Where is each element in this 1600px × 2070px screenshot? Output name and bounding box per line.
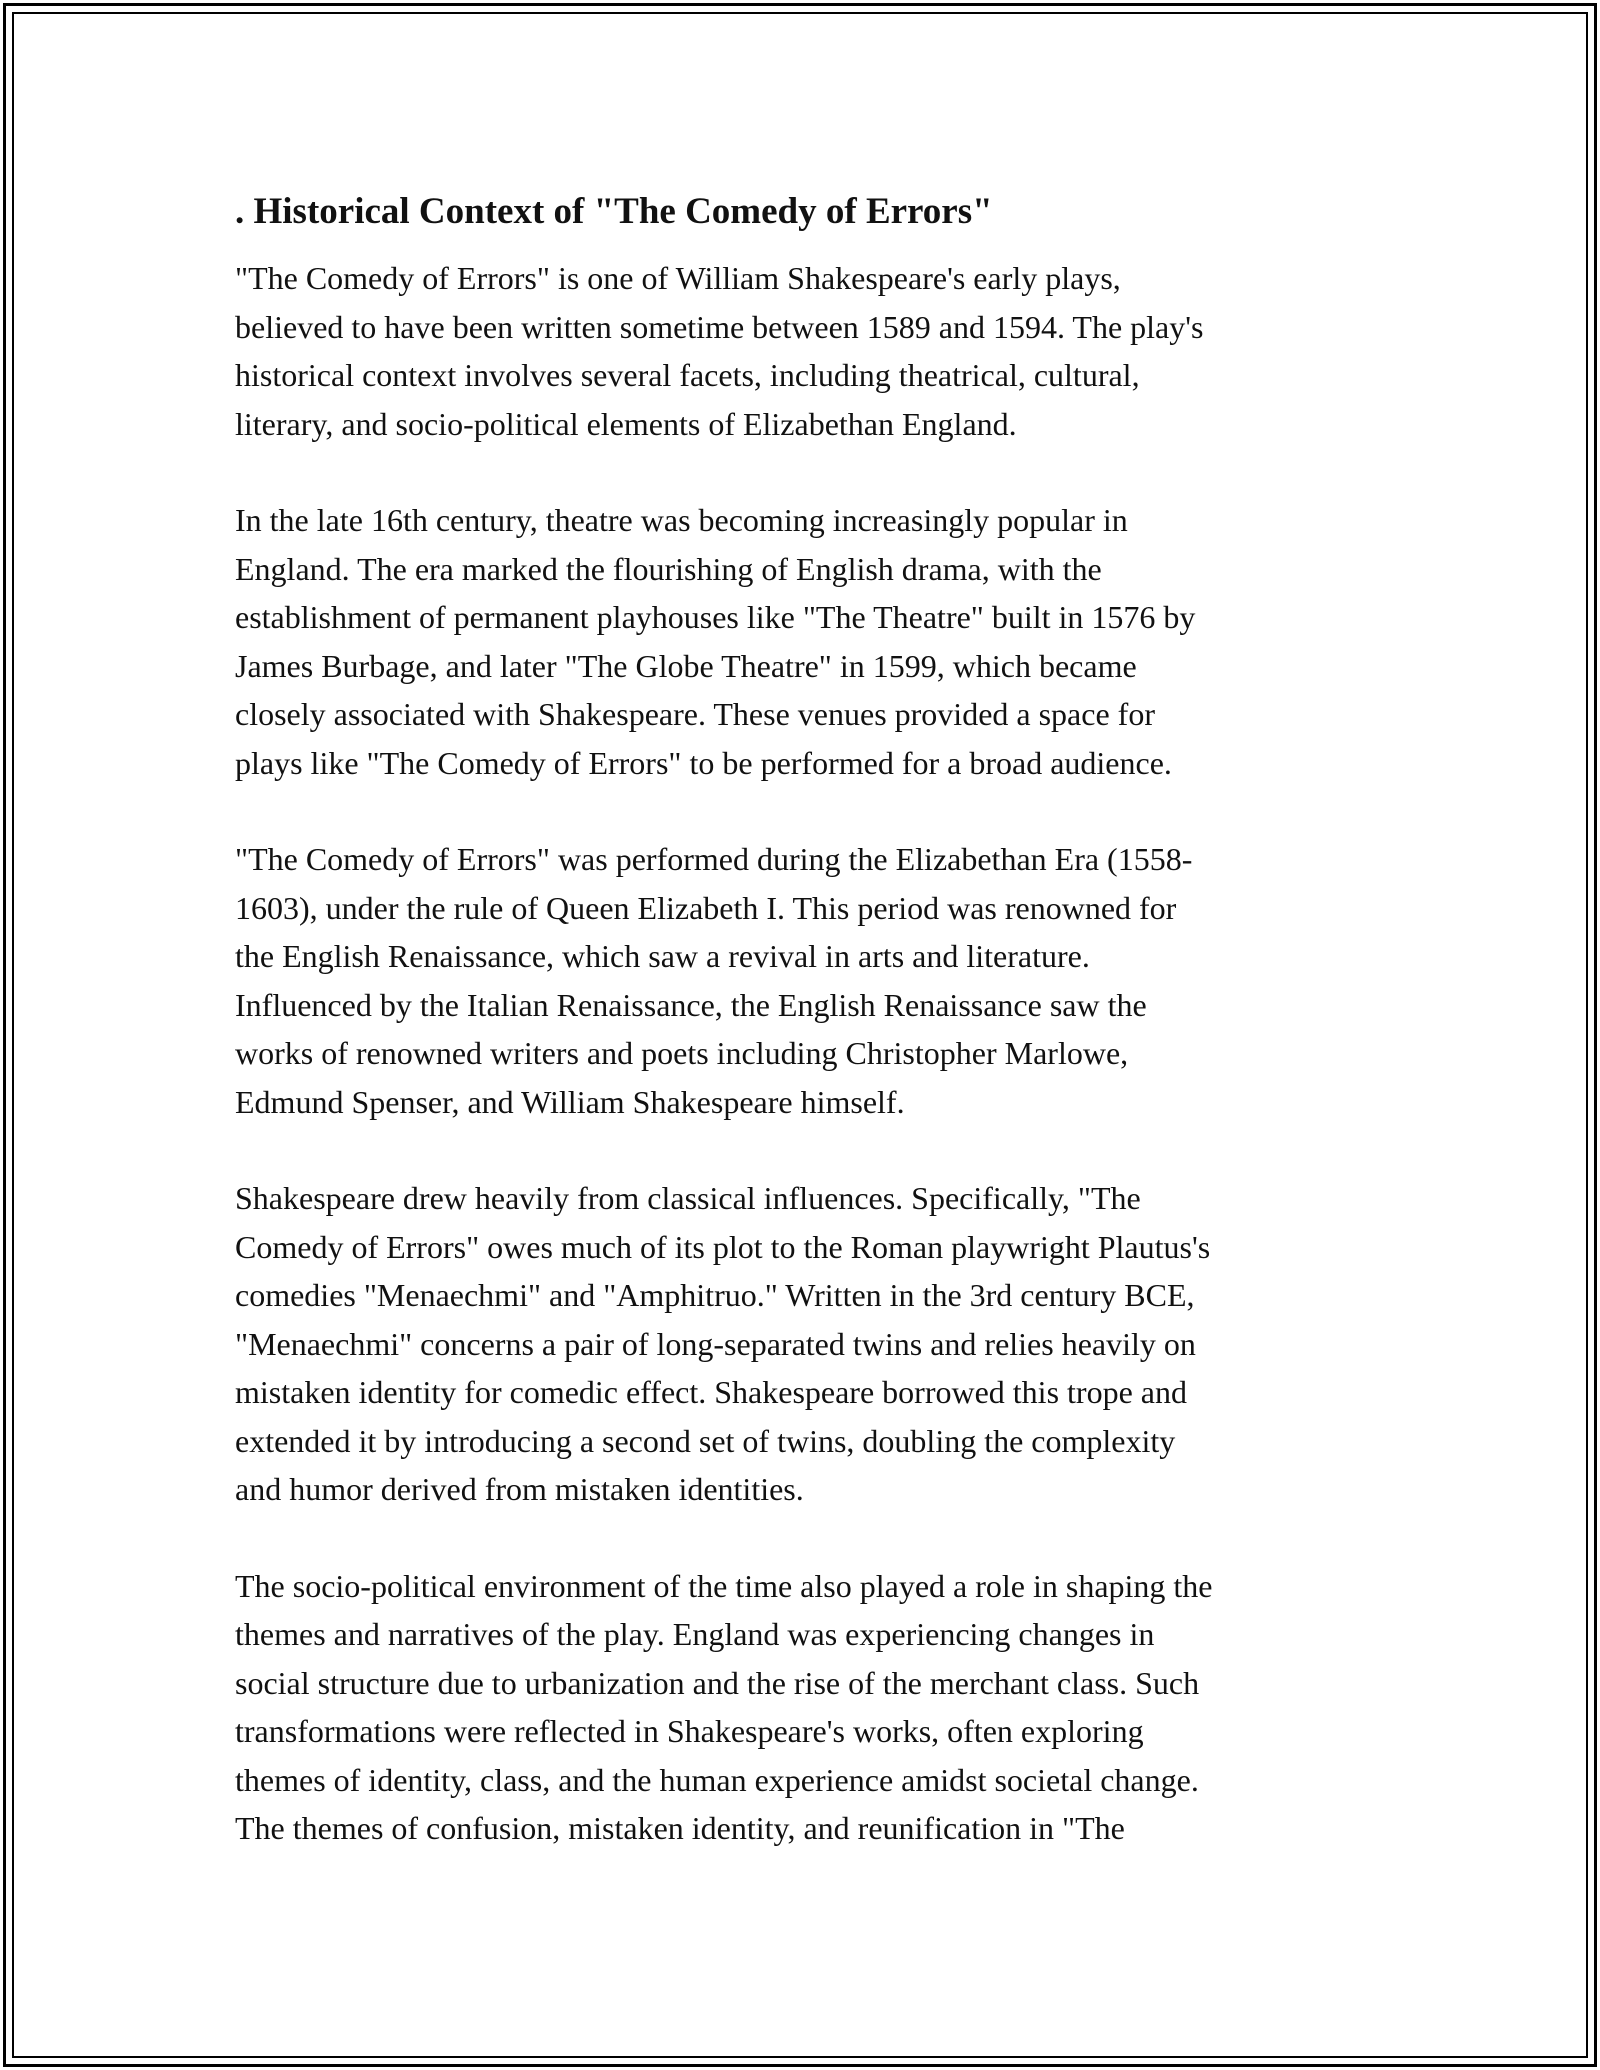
section-heading: . Historical Context of "The Comedy of Errors" xyxy=(235,191,993,232)
paragraph-classical-influences: Shakespeare drew heavily from classical influences. Specifically, "The Comedy of Errors" owes much of its plot to the Roman playwright Plautus's comedies "Menaechmi" and "Amphitruo." Written in the 3rd century BCE, "Menaechmi" concerns a pair of long-separated twins and relies heavily on mistaken identity for comedic effect. Shakespeare borrowed this trope and extended it by introducing a second set of twins, doubling the complexity and humor derived from mistaken identities. xyxy=(235,1180,1211,1507)
paragraph-intro: "The Comedy of Errors" is one of William Shakespeare's early plays, believed to have been written sometime between 1589 and 1594. The play's historical context involves several facets, including theatrical, cultural, literary, and socio-political elements of Elizabethan England. xyxy=(235,260,1204,442)
paragraph-theatre: In the late 16th century, theatre was becoming increasingly popular in England. The era marked the flourishing of English drama, with the establishment of permanent playhouses like "The Theatre" built in 1576 by James Burbage, and later "The Globe Theatre" in 1599, which became closely associated with Shakespeare. These venues provided a space for plays like "The Comedy of Errors" to be performed for a broad audience. xyxy=(235,502,1196,781)
document-body xyxy=(235,188,1365,1901)
paragraph-socio-political: The socio-political environment of the time also played a role in shaping the themes and narratives of the play. England was experiencing changes in social structure due to urbanization and the rise of the merchant class. Such transformations were reflected in Shakespeare's works, often exploring themes of identity, class, and the human experience amidst societal change. The themes of confusion, mistaken identity, and reunification in "The xyxy=(235,1567,1213,1846)
paragraph-elizabethan-era: "The Comedy of Errors" was performed during the Elizabethan Era (1558- 1603), under the rule of Queen Elizabeth I. This period was renowned for the English Renaissance, which saw a revival in arts and literature. Influenced by the Italian Renaissance, the English Renaissance saw the works of renowned writers and poets including Christopher Marlowe, Edmund Spenser, and William Shakespeare himself. xyxy=(235,841,1193,1120)
